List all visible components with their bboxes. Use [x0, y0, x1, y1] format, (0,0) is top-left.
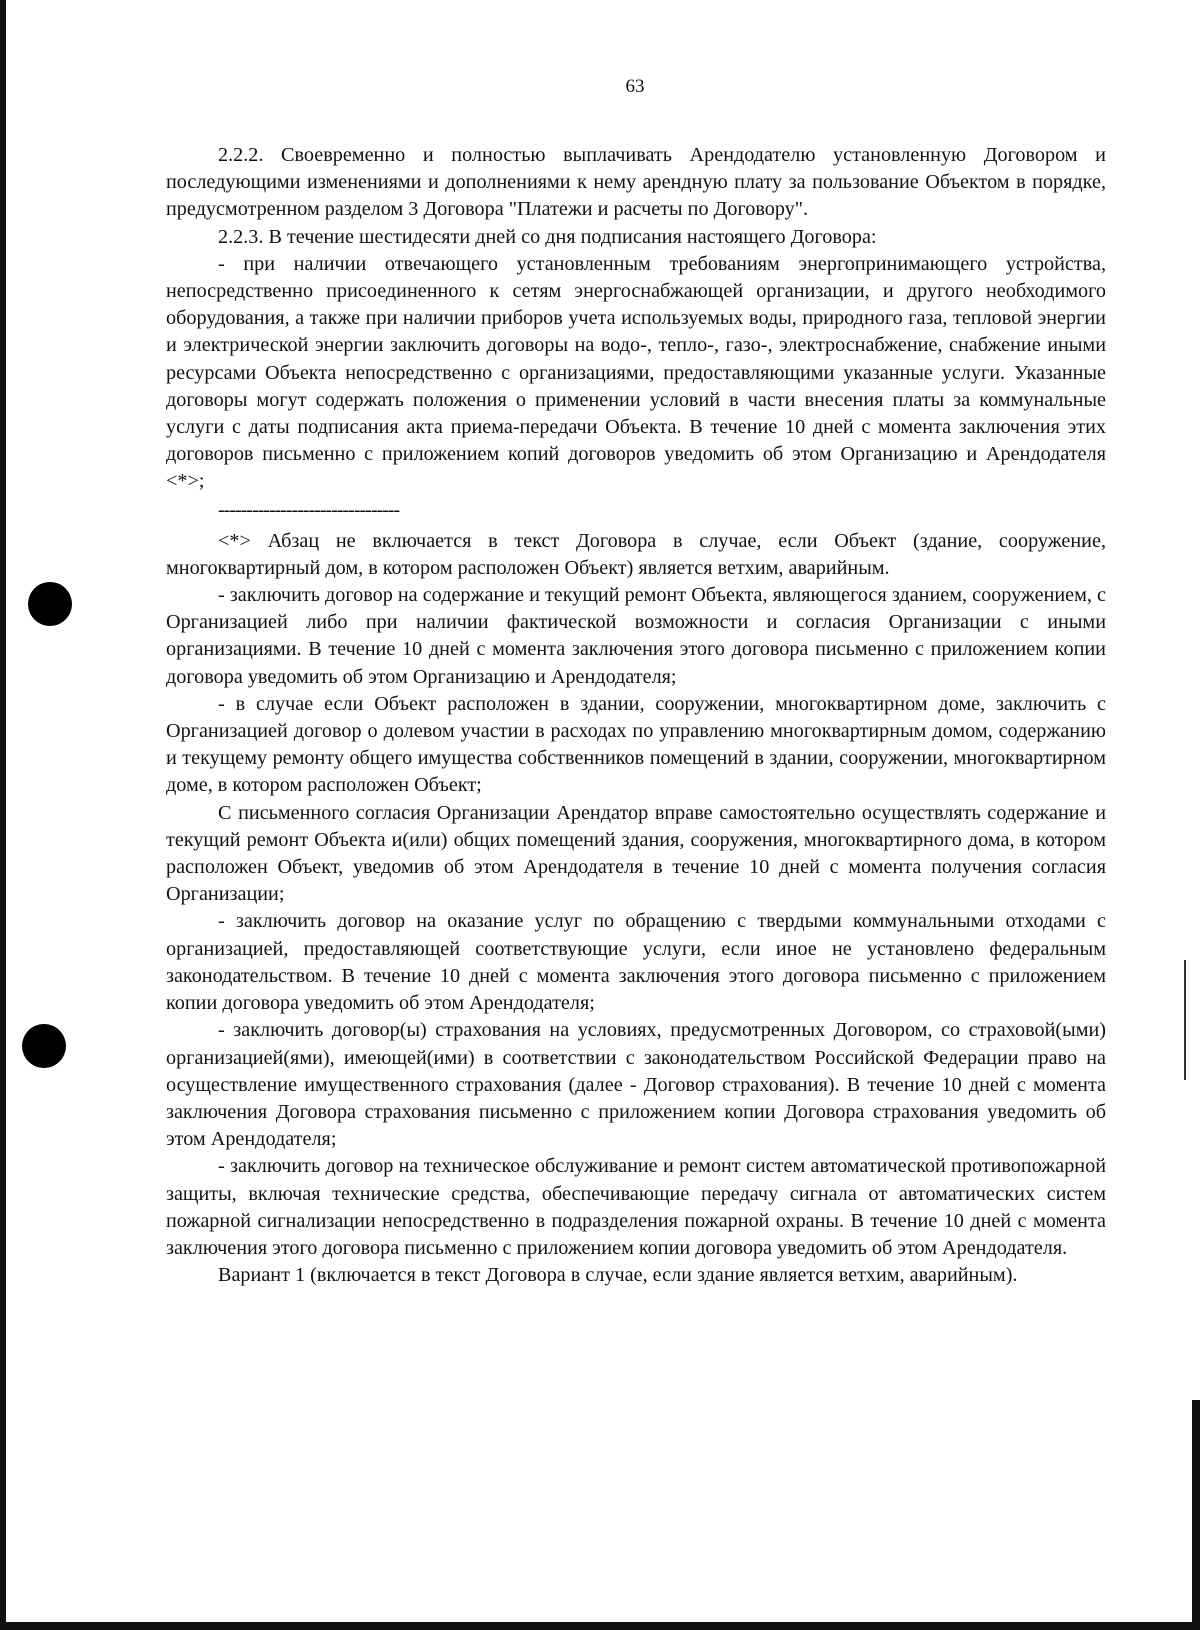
paragraph-utilities-contracts: - при наличии отвечающего установленным требованиям энергопринимающего устройства, непосредственно присоединенного к сетям энергоснабжающей организации, и другого необходимого оборудования, а также при наличии приборов учета используемых воды, природного газа, тепловой энергии и электрической энергии заключить договоры на водо-, тепло-, газо-, электроснабжение, снабжение иными ресурсами Объекта непосредственно с организациями, предоставляющими указанные услуги. Указанные договоры могут содержать положения о применении условий в части внесения платы за коммунальные услуги с даты подписания акта приема-передачи Объекта. В течение 10 дней с момента заключения этих договоров письменно с приложением копий договоров уведомить об этом Организацию и Арендодателя <*>; [166, 252, 1106, 493]
punch-hole-bottom [22, 1024, 66, 1068]
paragraph-maintenance-contract: - заключить договор на содержание и текущий ремонт Объекта, являющегося зданием, сооружением, с Организацией либо при наличии фактической возможности и согласия Организации с иными организациями. В течение 10 дней с момента заключения этого договора письменно с приложением копии договора уведомить об этом Организацию и Арендодателя; [166, 584, 1106, 688]
paragraph-2-2-2: 2.2.2. Своевременно и полностью выплачивать Арендодателю установленную Договором и последующими изменениями и дополнениями к нему арендную плату за пользование Объектом в порядке, предусмотренном разделом 3 Договора "Платежи и расчеты по Договору". [166, 144, 1106, 221]
footnote-separator: -------------------------------- [218, 498, 400, 521]
scan-mark-right [1184, 960, 1186, 1080]
paragraph-insurance-contract: - заключить договор(ы) страхования на условиях, предусмотренных Договором, со страховой(ыми) организацией(ями), имеющей(ими) в соответствии с законодательством Российской Федерации право на осуществление имущественного страхования (далее - Договор страхования). В течение 10 дней с момента заключения Договора страхования письменно с приложением копии Договора страхования уведомить об этом Арендодателя; [166, 1019, 1106, 1151]
paragraph-self-maintenance: С письменного согласия Организации Арендатор вправе самостоятельно осуществлять содержание и текущий ремонт Объекта и(или) общих помещений здания, сооружения, многоквартирного дома, в котором расположен Объект, уведомив об этом Арендодателя в течение 10 дней с момента получения согласия Организации; [166, 801, 1106, 906]
paragraph-shared-costs-contract: - в случае если Объект расположен в здании, сооружении, многоквартирном доме, заключить с Организацией договор о долевом участии в расходах по управлению многоквартирным домом, содержанию и текущему ремонту общего имущества собственников помещений в здании, сооружении, многоквартирном доме, в котором расположен Объект; [166, 692, 1106, 797]
paragraph-fire-protection-contract: - заключить договор на техническое обслуживание и ремонт систем автоматической противопожарной защиты, включая технические средства, обеспечивающие передачу сигнала от автоматических систем пожарной сигнализации непосредственно в подразделения пожарной охраны. В течение 10 дней с момента заключения этого договора письменно с приложением копии договора уведомить об этом Арендодателя. [166, 1155, 1106, 1259]
scan-edge-bottom [0, 1622, 1200, 1630]
page-number: 63 [625, 76, 645, 97]
paragraph-2-2-3: 2.2.3. В течение шестидесяти дней со дня подписания настоящего Договора: [218, 225, 877, 248]
paragraph-variant-1: Вариант 1 (включается в текст Договора в случае, если здание является ветхим, аварийным). [218, 1264, 1018, 1287]
punch-hole-top [28, 582, 72, 626]
scan-edge-right [1192, 1400, 1200, 1630]
document-body [166, 142, 1106, 1289]
footnote: <*> Абзац не включается в текст Договора в случае, если Объект (здание, сооружение, многоквартирный дом, в котором расположен Объект) является ветхим, аварийным. [166, 529, 1106, 579]
scan-edge-left [0, 0, 6, 1630]
paragraph-waste-contract: - заключить договор на оказание услуг по обращению с твердыми коммунальными отходами с организацией, предоставляющей соответствующие услуги, если иное не установлено федеральным законодательством. В течение 10 дней с момента заключения этого договора письменно с приложением копии договора уведомить об этом Арендодателя; [166, 910, 1106, 1015]
